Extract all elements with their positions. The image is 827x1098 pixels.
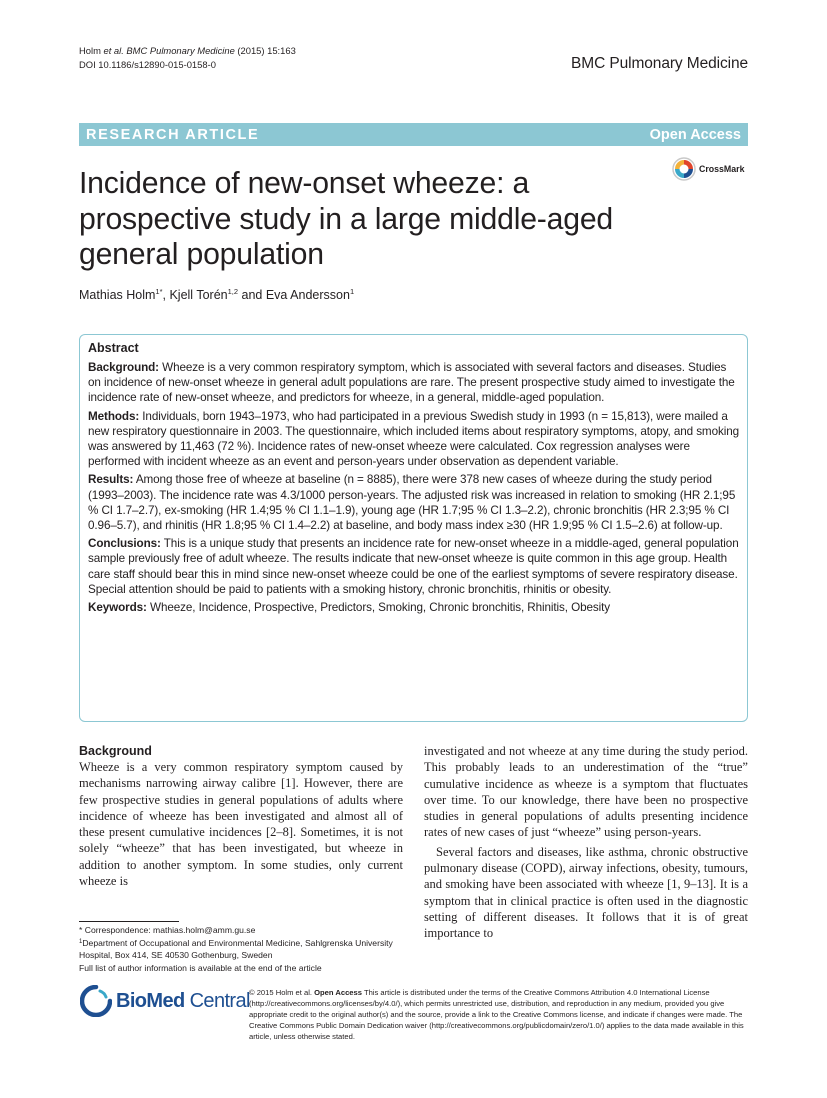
crossmark-label: CrossMark bbox=[699, 164, 745, 174]
abstract-label: Conclusions: bbox=[88, 537, 161, 551]
body-column-left bbox=[79, 743, 403, 889]
abstract-background bbox=[88, 360, 739, 406]
license-statement bbox=[249, 987, 749, 1042]
abstract-conclusions bbox=[88, 536, 739, 597]
abstract-label: Methods: bbox=[88, 409, 140, 423]
author-sup: 1 bbox=[349, 287, 355, 296]
abstract-text: Wheeze, Incidence, Prospective, Predictors, Smoking, Chronic bronchitis, Rhinitis, Obesity bbox=[146, 601, 611, 615]
author-list bbox=[79, 287, 354, 302]
cite-rest: (2015) 15:163 bbox=[234, 45, 296, 56]
affiliation-text: Department of Occupational and Environmental Medicine, Sahlgrenska University Hospital, Box 414, SE 40530 Gothenburg, Sweden bbox=[79, 938, 393, 961]
author-toren[interactable]: , Kjell Torén bbox=[162, 288, 228, 302]
author-holm[interactable]: Mathias Holm bbox=[79, 288, 156, 302]
body-column-right bbox=[424, 743, 748, 942]
abstract-label: Keywords: bbox=[88, 601, 147, 615]
article-type-label: RESEARCH ARTICLE bbox=[86, 126, 260, 143]
abstract-label: Background: bbox=[88, 361, 159, 374]
body-paragraph: Wheeze is a very common respiratory symptom caused by mechanisms narrowing airway calibre [1]. However, there are few prospective studies in general populations of adults where incidence of wheeze has been investigated and almost all of these present cumulative incidences [2–8]. Sometimes, it is not solely “wheeze” that has been investigated, but wheeze in addition to another symptom. In some studies, only current wheeze is bbox=[79, 760, 403, 889]
section-heading-background: Background bbox=[79, 744, 152, 758]
author-sup: 1* bbox=[155, 287, 163, 296]
abstract-label: Results: bbox=[88, 473, 134, 487]
abstract-heading: Abstract bbox=[88, 341, 139, 355]
article-title: Incidence of new-onset wheeze: a prospective study in a large middle-aged general population bbox=[79, 167, 614, 271]
correspondence-note: * Correspondence: mathias.holm@amm.gu.se bbox=[79, 925, 256, 935]
open-access-label: Open Access bbox=[649, 126, 741, 143]
affiliation-sup: 1 bbox=[79, 939, 83, 946]
body-paragraph: Several factors and diseases, like asthma, chronic obstructive pulmonary disease (COPD), airway infections, obesity, tumours, and smoking have been associated with wheeze [1, 9–13]. It is a symptom that in clinical practice is often used in the diagnostic setting of different diseases. It follows that it is of great importance to bbox=[424, 844, 748, 941]
biomed-central-wordmark bbox=[116, 990, 250, 1013]
license-text: This article is distributed under the terms of the Creative Commons Attribution 4.0 International License (http://creativecommons.org/licenses/by/4.0/), which permits unrestricted use, distribution, and reproduction in any medium, provided you give appropriate credit to the original author(s) and the source, provide a link to the Creative Commons license, and indicate if changes were made. The Creative Commons Public Domain Dedication waiver (http://creativecommons.org/publicdomain/zero/1.0/) applies to the data made available in this article, unless otherwise stated. bbox=[249, 988, 744, 1042]
abstract-text: Individuals, born 1943–1973, who had participated in a previous Swedish study in 1993 (n = 15,813), were mailed a new respiratory questionnaire in 2003. The questionnaire, which included items about respiratory symptoms, atopy, and smoking was answered by 11,463 (72 %). Incidence rates of new-onset wheeze were calculated. Cox regression analyses were performed with incident wheeze as an event and person-years under observation as dependent variable. bbox=[88, 409, 740, 469]
author-andersson[interactable]: and Eva Andersson bbox=[238, 288, 350, 302]
doi: DOI 10.1186/s12890-015-0158-0 bbox=[79, 58, 216, 70]
cite-journal: et al. BMC Pulmonary Medicine bbox=[103, 45, 235, 56]
author-info-note: Full list of author information is available at the end of the article bbox=[79, 962, 322, 973]
footnote-divider bbox=[79, 921, 179, 922]
license-prefix: © 2015 Holm et al. bbox=[249, 988, 315, 997]
logo-light: Central bbox=[184, 989, 250, 1012]
abstract-text: This is a unique study that presents an incidence rate for new-onset wheeze in a middle-aged, general population sample previously free of adult wheeze. The results indicate that new-onset wheeze is quite common in this age group. Health care staff should bear this in mind since new-onset wheeze could be one of the earliest symptoms of severe respiratory disease. Special attention should be paid to patients with a smoking history, chronic bronchitis, rhinitis or obesity. bbox=[88, 537, 739, 596]
abstract-text: Wheeze is a very common respiratory symptom, which is associated with several factors and diseases. Studies on incidence of new-onset wheeze in general adult populations are rare. The present prospective study aimed to investigate the incidence rate of new-onset wheeze, and predictors for wheeze, in a general, middle-aged population. bbox=[88, 361, 735, 405]
cite-authors: Holm bbox=[79, 45, 104, 56]
footnotes bbox=[79, 924, 409, 974]
biomed-central-logo[interactable] bbox=[80, 985, 250, 1017]
abstract-methods bbox=[88, 409, 739, 470]
license-open-access: Open Access bbox=[314, 988, 362, 997]
article-type-band bbox=[79, 123, 748, 146]
crossmark-badge[interactable] bbox=[672, 157, 744, 181]
abstract-text: Among those free of wheeze at baseline (n = 8885), there were 378 new cases of wheeze during the study period (1993–2003). The incidence rate was 4.3/1000 person-years. The adjusted risk was increased in relation to smoking (HR 2.1;95 % CI 1.7–2.7), ex-smoking (HR 1.4;95 % CI 1.1–1.9), young age (HR 1.7;95 % CI 1.3–2.2), chronic bronchitis (HR 2.3;95 % CI 0.96–5.7), and rhinitis (HR 1.8;95 % CI 1.4–2.2) at baseline, and body mass index ≥30 (HR 1.9;95 % CI 1.5–2.6) at follow-up. bbox=[88, 473, 736, 533]
journal-name: BMC Pulmonary Medicine bbox=[571, 55, 748, 72]
body-paragraph: investigated and not wheeze at any time during the study period. This probably leads to an underestimation of the “true” cumulative incidence as wheeze is a symptom that fluctuates over time. To our knowledge, there have been no prospective studies in general populations of adults presenting incidence rates of new cases of just “wheeze” using person-years. bbox=[424, 744, 748, 840]
crossmark-icon bbox=[672, 157, 696, 181]
logo-bold: BioMed bbox=[116, 989, 185, 1012]
abstract-box bbox=[79, 334, 748, 722]
abstract-keywords bbox=[88, 600, 739, 615]
affiliation-note bbox=[79, 936, 409, 961]
biomed-central-icon bbox=[80, 985, 112, 1017]
abstract-results bbox=[88, 472, 739, 533]
citation-header bbox=[79, 44, 296, 71]
author-sup: 1,2 bbox=[227, 287, 239, 296]
